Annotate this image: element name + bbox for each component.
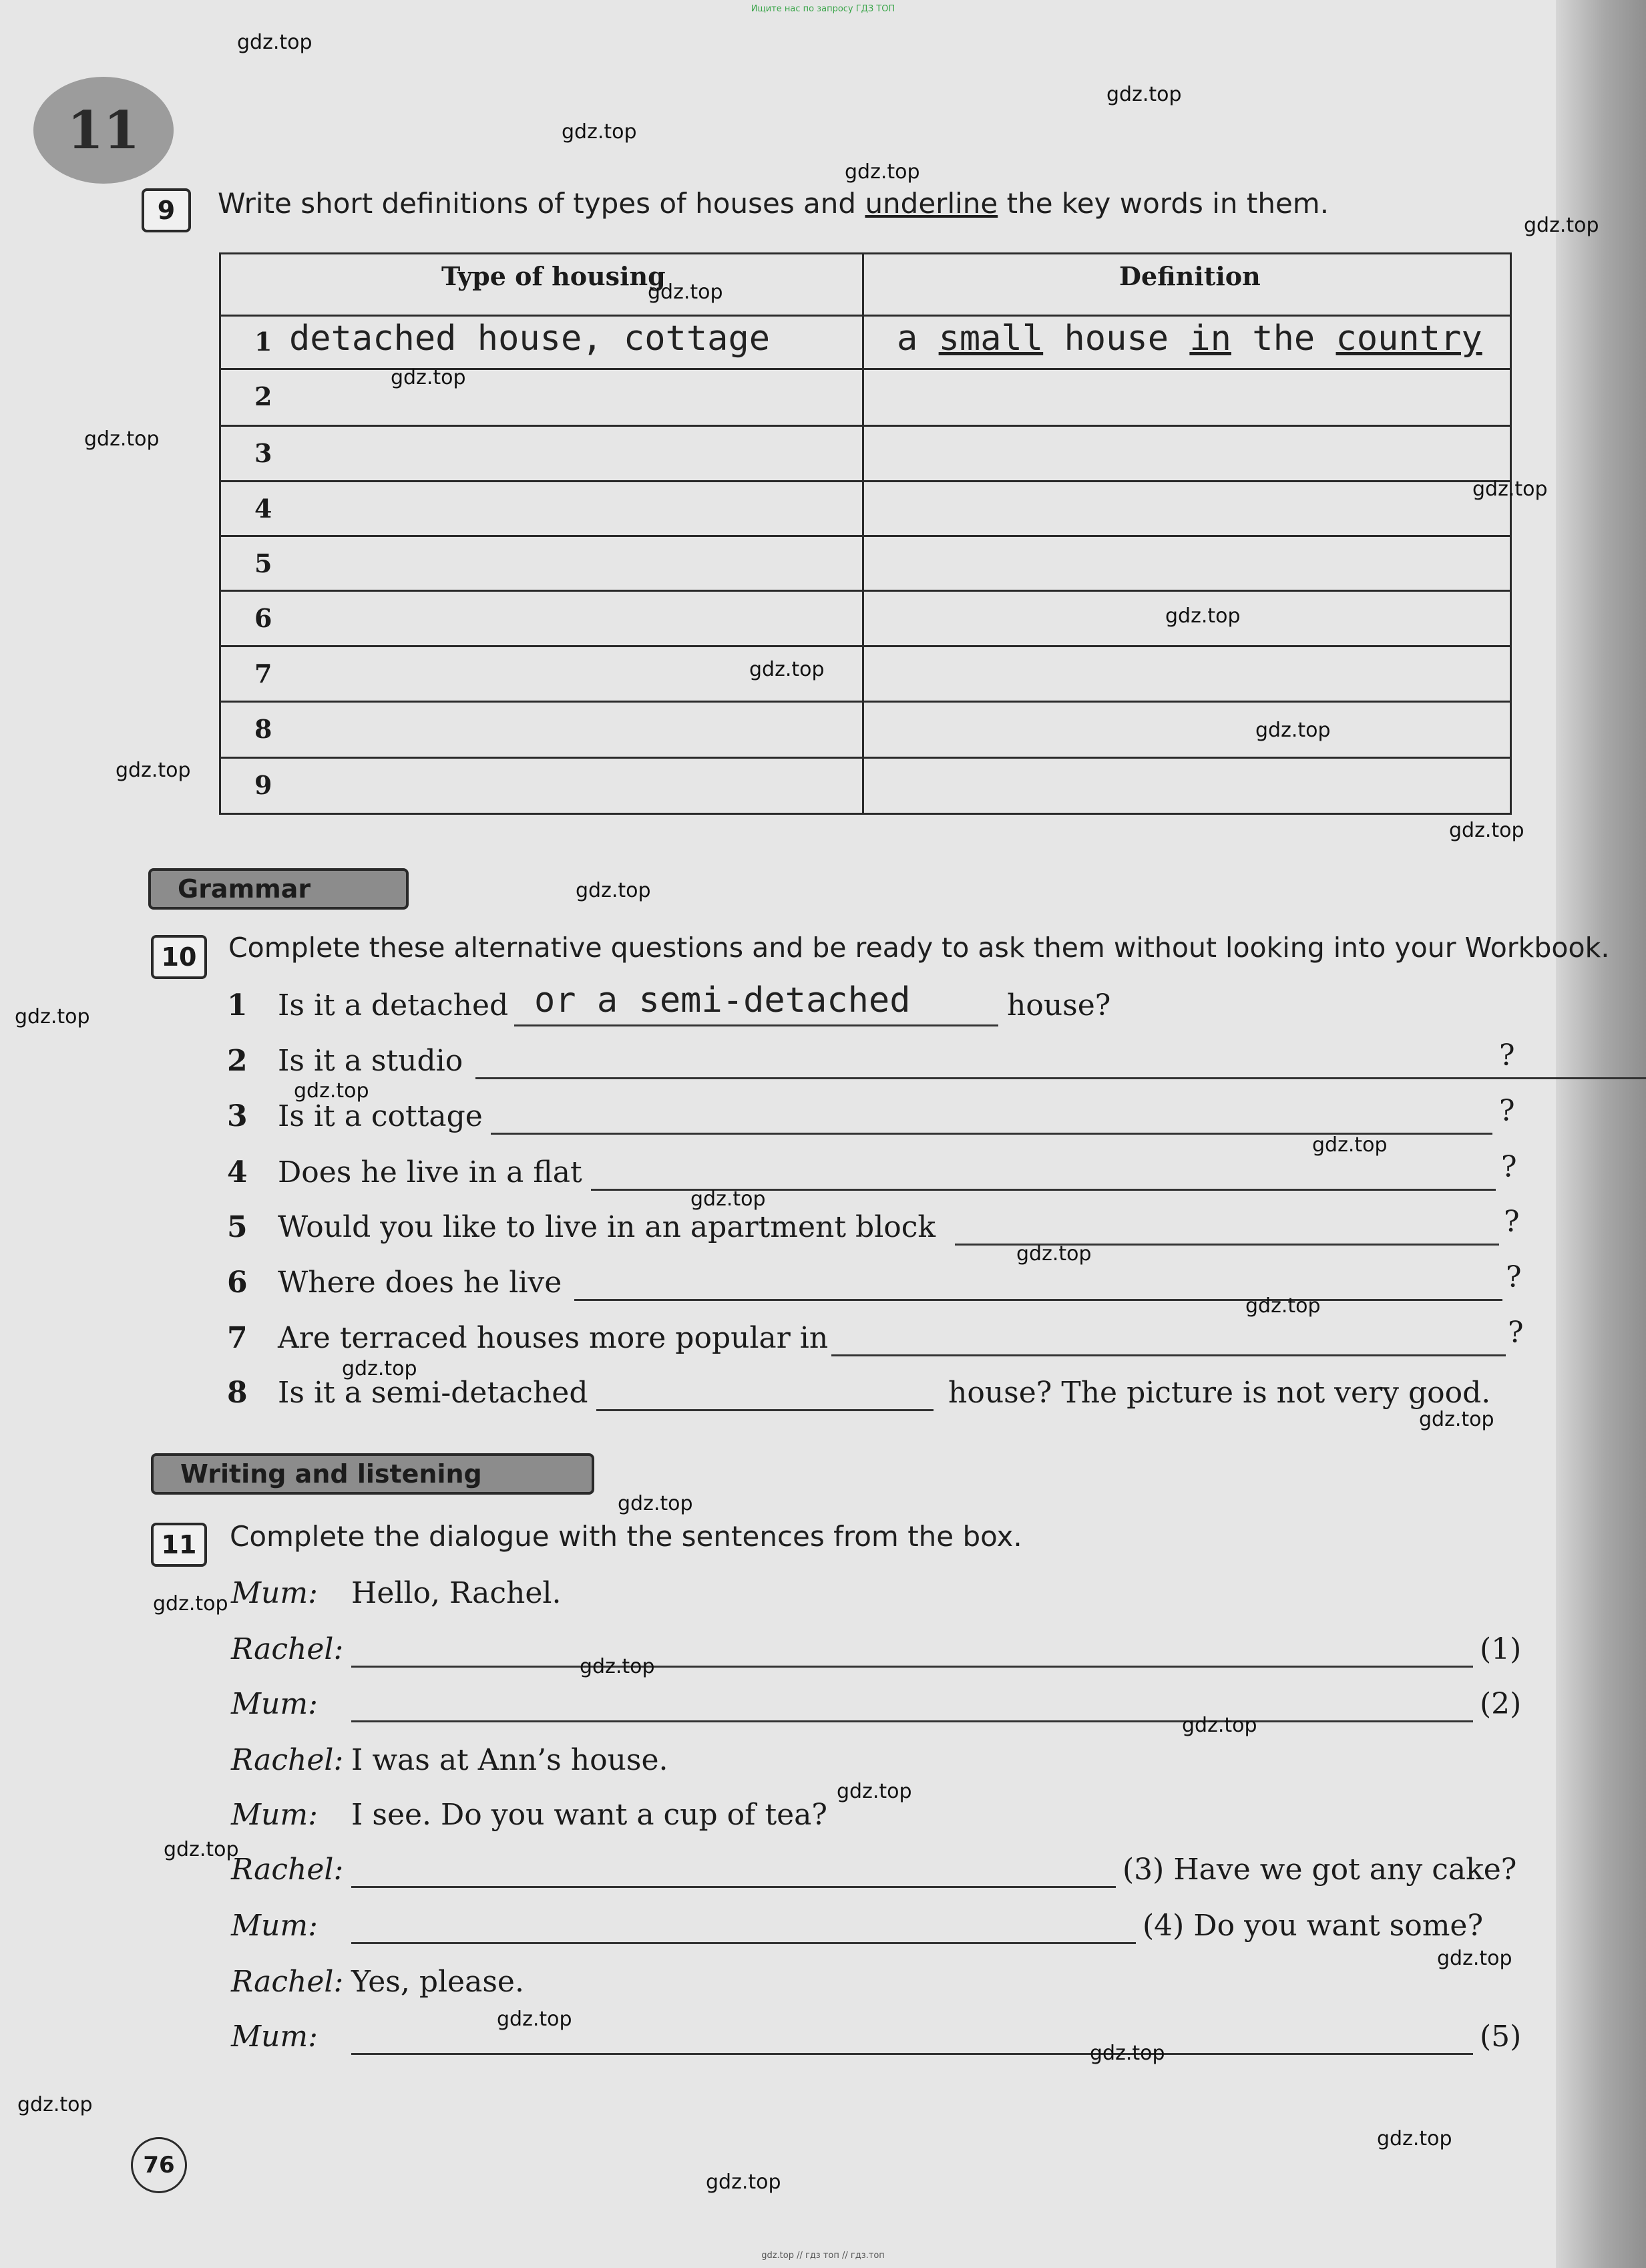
watermark: gdz.top: [706, 2170, 781, 2194]
unit-number-badge: 11: [33, 77, 174, 184]
watermark: gdz.top: [1472, 478, 1548, 501]
row-number: 5: [254, 548, 272, 578]
watermark: gdz.top: [1255, 719, 1331, 742]
answer-line[interactable]: [831, 1354, 1506, 1356]
page-number: 76: [131, 2137, 187, 2193]
watermark: gdz.top: [1524, 214, 1599, 237]
row-number: 8: [254, 714, 272, 744]
watermark: gdz.top: [690, 1187, 766, 1211]
watermark: gdz.top: [1377, 2127, 1452, 2150]
question-1-handwritten-answer: or a semi-detached: [534, 980, 911, 1020]
exercise-11-number: 11: [151, 1523, 207, 1567]
dialogue-answer-line[interactable]: [351, 1942, 1136, 1944]
watermark: gdz.top: [15, 1005, 90, 1028]
top-banner: Ищите нас по запросу ГДЗ ТОП: [751, 4, 895, 14]
writing-listening-section-label: Writing and listening: [151, 1453, 594, 1495]
page-edge-shadow: [1556, 0, 1646, 2268]
exercise-9-number: 9: [142, 188, 191, 232]
dialogue-answer-line[interactable]: [351, 2053, 1473, 2055]
row-number: 2: [254, 381, 272, 411]
watermark: gdz.top: [648, 280, 723, 304]
answer-line[interactable]: [574, 1299, 1502, 1301]
watermark: gdz.top: [1165, 604, 1241, 628]
row-number: 3: [254, 438, 272, 468]
watermark: gdz.top: [1245, 1294, 1321, 1318]
answer-line[interactable]: [475, 1077, 1646, 1079]
watermark: gdz.top: [618, 1492, 693, 1515]
watermark: gdz.top: [837, 1780, 912, 1803]
watermark: gdz.top: [562, 120, 637, 144]
watermark: gdz.top: [576, 879, 651, 902]
bottom-banner: gdz.top // гдз топ // гдз.топ: [761, 2251, 885, 2261]
watermark: gdz.top: [17, 2093, 93, 2116]
answer-line[interactable]: [596, 1409, 934, 1411]
watermark: gdz.top: [1016, 1242, 1092, 1266]
exercise-9-instruction: Write short definitions of types of houses and underline the key words in them.: [218, 187, 1329, 220]
watermark: gdz.top: [580, 1655, 655, 1678]
watermark: gdz.top: [342, 1357, 417, 1380]
exercise-11-instruction: Complete the dialogue with the sentences from the box.: [230, 1520, 1022, 1553]
row-number: 4: [254, 494, 272, 524]
column-header-type: Type of housing: [441, 261, 666, 291]
watermark: gdz.top: [164, 1838, 239, 1861]
column-header-definition: Definition: [1119, 261, 1261, 291]
watermark: gdz.top: [1449, 819, 1524, 842]
watermark: gdz.top: [497, 2008, 572, 2031]
dialogue-answer-line[interactable]: [351, 1886, 1116, 1888]
watermark: gdz.top: [1312, 1133, 1388, 1157]
exercise-10-instruction: Complete these alternative questions and be ready to ask them without looking into your Workbook.: [228, 932, 1610, 964]
watermark: gdz.top: [1106, 83, 1182, 106]
exercise-10-number: 10: [151, 935, 207, 979]
row-number: 9: [254, 770, 272, 800]
dialogue-answer-line[interactable]: [351, 1666, 1473, 1668]
watermark: gdz.top: [84, 427, 160, 451]
row-number: 7: [254, 658, 272, 689]
watermark: gdz.top: [391, 366, 466, 389]
row1-type-handwritten: detached house, cottage: [289, 319, 771, 359]
watermark: gdz.top: [294, 1079, 369, 1103]
dialogue-answer-line[interactable]: [351, 1720, 1473, 1722]
watermark: gdz.top: [116, 759, 191, 782]
grammar-section-label: Grammar: [148, 868, 409, 910]
row1-definition-handwritten: a small house in the country: [897, 319, 1482, 359]
watermark: gdz.top: [1419, 1408, 1494, 1431]
row-number: 1: [254, 327, 272, 357]
watermark: gdz.top: [1090, 2042, 1165, 2065]
watermark: gdz.top: [749, 658, 825, 681]
watermark: gdz.top: [845, 160, 920, 184]
watermark: gdz.top: [1437, 1947, 1512, 1970]
row-number: 6: [254, 603, 272, 633]
watermark: gdz.top: [237, 31, 313, 54]
watermark: gdz.top: [153, 1592, 228, 1616]
watermark: gdz.top: [1182, 1714, 1257, 1737]
